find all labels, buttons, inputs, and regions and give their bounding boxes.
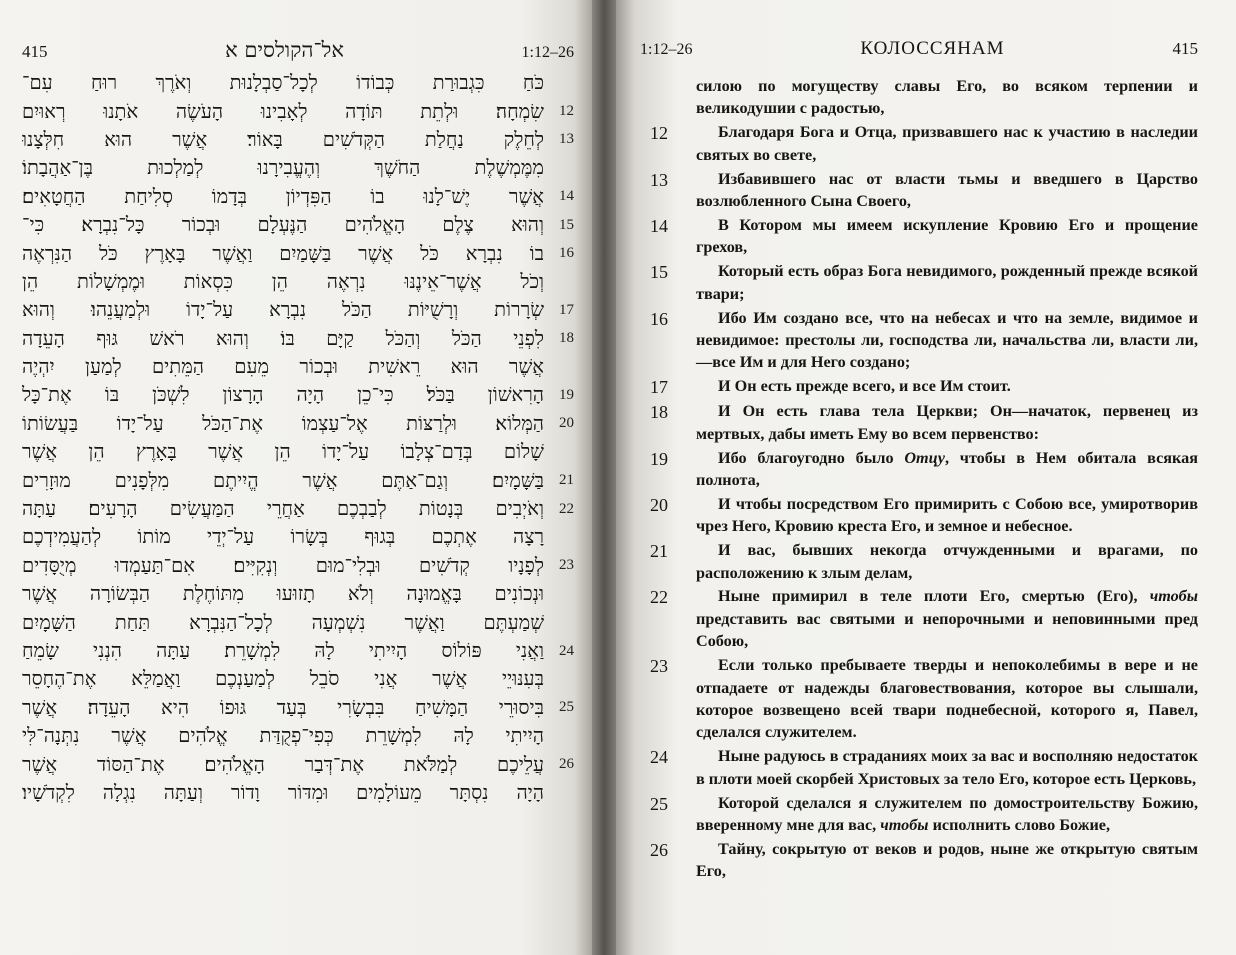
russian-verse — [640, 792, 1198, 837]
russian-verse — [640, 121, 1198, 166]
russian-verse-text: Если только пребываете тверды и непоколебимы в вере и не отпадаете от надежды благовествования, которое вы слышали, которое возвещено всей твари поднебесной, которого я, Павел, сделался служителем. — [696, 656, 1198, 742]
left-running-head — [22, 38, 574, 65]
russian-verse — [640, 838, 1198, 883]
russian-verse-text: И чтобы посредством Его примирить с Собою все, умиротворив чрез Него, Кровию креста Его, и земное и небесное. — [696, 494, 1198, 536]
right-page-number: 415 — [1172, 39, 1198, 58]
hebrew-verse-number: 20 — [559, 415, 574, 432]
hebrew-line — [22, 239, 574, 267]
russian-verse-text: Избавившего нас от власти тьмы и введшего в Царство возлюбленного Сына Своего, — [696, 169, 1198, 211]
russian-verse-text — [696, 447, 1198, 492]
hebrew-verse-number: 22 — [559, 500, 574, 517]
hebrew-verse-number: 14 — [559, 188, 574, 205]
hebrew-line-text: מִמֶּמְשֶׁלֶת הַחֹשֶׁךְ וְהֶעֱבִירָנוּ לְמַלְכוּת בֶּן־אַהֲבָתוֹ׃ — [22, 156, 544, 180]
russian-verse — [640, 585, 1198, 652]
hebrew-line-text: שִׂמְחָה׃ וּלְתֵת תּוֹדָה לְאָבִינוּ הָעֹשֶׂה אֹתָנוּ רְאוּיִם — [22, 99, 544, 123]
russian-verse — [640, 654, 1198, 744]
hebrew-line — [22, 211, 574, 239]
russian-verse-number: 22 — [650, 587, 668, 608]
left-page-title: אל־הקולסים א — [225, 38, 344, 62]
right-page-title: КОЛОССЯНАМ — [860, 38, 1005, 59]
russian-verse-text: силою по могуществу славы Его, во всяком терпении и великодушии с радостью, — [696, 77, 1198, 118]
russian-verse — [640, 745, 1198, 790]
hebrew-line — [22, 665, 574, 693]
russian-verse — [640, 493, 1198, 538]
hebrew-line-text: בִּיסוּרֵי הַמָּשִׁיחַ בִּבְשָׂרִי בְּעַד גּוּפוֹ הִיא הָעֵדָה׃ אֲשֶׁר — [22, 695, 544, 719]
russian-verse-number: 20 — [650, 494, 668, 515]
hebrew-line-text: הָיָה נִסְתָּר מֵעוֹלָמִים וּמִדּוֹר וָדוֹר וְעַתָּה נִגְלָה לִקְדֹשָׁיו׃ — [22, 780, 544, 804]
hebrew-line-text: הָיִיתִי לָהּ לִמְשָׁרֵת כְּפִי־פְקֻדַּת אֱלֹהִים אֲשֶׁר נִתְּנָה־לִּי — [22, 724, 544, 748]
russian-verse-number: 19 — [650, 448, 668, 469]
hebrew-line-text: לְפָנָיו קְדֹשִׁים וּבְלִי־מוּם וְנְקִיִּים׃ אִם־תַּעַמְדוּ מְיֻסָּדִים — [22, 553, 544, 577]
russian-verse — [640, 375, 1198, 398]
hebrew-line-text: וְכֹל אֲשֶׁר־אֵינֶנּוּ נִרְאֶה הֵן כִּסְאוֹת וּמֶמְשָׁלוֹת הֵן — [22, 269, 544, 293]
right-page-reference: 1:12–26 — [640, 41, 693, 58]
hebrew-line — [22, 438, 574, 466]
russian-verse-number: 23 — [650, 656, 668, 677]
left-page-reference: 1:12–26 — [521, 44, 574, 61]
hebrew-line — [22, 466, 574, 494]
russian-verse-number: 24 — [650, 747, 668, 768]
hebrew-verse-number: 16 — [559, 245, 574, 262]
hebrew-line-text: הַמְּלוֹא׃ וּלְרַצּוֹת אֶל־עַצְמוֹ אֶת־הַכֹּל עַל־יָדוֹ בַּעֲשׂוֹתוֹ — [22, 411, 544, 435]
hebrew-line-text: וַאֲנִי פּוֹלוֹס הָיִיתִי לָהּ לִמְשָׁרֵת׃ עַתָּה הִנְנִי שָׂמֵחַ — [22, 639, 544, 662]
hebrew-verse-number: 26 — [559, 756, 574, 773]
russian-verse-number: 14 — [650, 215, 668, 236]
hebrew-verse-number: 23 — [559, 557, 574, 574]
russian-verse — [640, 539, 1198, 584]
russian-verse-text: И Он есть прежде всего, и все Им стоит. — [718, 377, 1011, 396]
russian-verse — [640, 260, 1198, 305]
hebrew-line-text: בְּעִנּוּיֵי אֲשֶׁר אֲנִי סֹבֵל לְמַעַנְכֶם וַאֲמַלֵּא אֶת־הֶחָסֵר — [22, 667, 544, 691]
hebrew-line — [22, 750, 574, 778]
russian-verse-text: И Он есть глава тела Церкви; Он—начаток, первенец из мертвых, дабы иметь Ему во всем первенство: — [696, 402, 1198, 443]
hebrew-line-text: עֲלֵיכֶם לְמַלֹּאת אֶת־דְּבַר הָאֱלֹהִים׃ אֶת־הַסּוֹד אֲשֶׁר — [22, 752, 544, 776]
hebrew-line — [22, 495, 574, 523]
hebrew-verse-number: 13 — [559, 131, 574, 148]
russian-verse-number: 12 — [650, 123, 668, 144]
hebrew-line-text: אֲשֶׁר יֶשׁ־לָנוּ בוֹ הַפִּדְיוֹן בְּדָמוֹ סְלִיחַת הַחֲטָאִים׃ — [22, 184, 544, 208]
hebrew-line — [22, 608, 574, 636]
hebrew-line — [22, 325, 574, 353]
hebrew-text-block — [22, 69, 574, 807]
hebrew-line — [22, 779, 574, 807]
russian-verse-text: И вас, бывших некогда отчужденными и врагами, по расположению к злым делам, — [696, 541, 1198, 582]
hebrew-line — [22, 183, 574, 211]
hebrew-line-text: כֹּחַ כִּגְבוּרַת כְּבוֹדוֹ לְכָל־סַבְלָנוּת וְאֹרֶךְ רוּחַ עִם־ — [22, 71, 544, 95]
hebrew-line-text: בַּשָּׁמָיִם׃ וְגַם־אַתֶּם אֲשֶׁר הֱיִיתֶם מִלְּפָנִים מוּזָרִים — [22, 468, 544, 492]
russian-verse-text — [696, 792, 1198, 837]
russian-verse-number — [640, 75, 696, 120]
hebrew-line-text: שָׁלוֹם בְּדַם־צְלָבוֹ עַל־יָדוֹ הֵן אֲשֶׁר בָּאָרֶץ הֵן אֲשֶׁר — [22, 440, 544, 464]
hebrew-verse-number: 24 — [559, 642, 574, 659]
hebrew-verse-number: 18 — [559, 330, 574, 347]
hebrew-line — [22, 637, 574, 665]
russian-verse — [640, 214, 1198, 259]
hebrew-line-text: בוֹ נִבְרָא כֹּל אֲשֶׁר בַּשָּׁמַיִם וַאֲשֶׁר בָּאָרֶץ כֹּל הַנִּרְאֶה — [22, 241, 544, 265]
russian-verse-number: 26 — [650, 839, 668, 860]
russian-verse — [640, 307, 1198, 374]
hebrew-line — [22, 353, 574, 381]
hebrew-verse-number: 12 — [559, 103, 574, 120]
hebrew-line-text: וְאֹיְבִים בְּנָטוֹת לְבַבְכֶם אַחֲרֵי הַמַּעֲשִׂים הָרָעִים׃ עַתָּה — [22, 497, 544, 521]
russian-verse-text: Тайну, сокрытую от веков и родов, ныне же открытую святым Его, — [696, 839, 1198, 881]
hebrew-line-text: לְחֵלֶק נַחֲלַת הַקְּדֹשִׁים בָּאוֹר׃ אֲשֶׁר הוּא חִלְּצָנוּ — [22, 127, 544, 151]
russian-verse-number: 25 — [650, 793, 668, 814]
russian-verse — [640, 168, 1198, 213]
verse-text-part: Ибо благоугодно было — [718, 448, 905, 467]
hebrew-line — [22, 523, 574, 551]
hebrew-line — [22, 694, 574, 722]
russian-verse-text: В Котором мы имеем искупление Кровию Его и прощение грехов, — [696, 215, 1198, 257]
hebrew-line-text: רָצָה אֶתְכֶם בְּגוּף בְּשָׂרוֹ עַל־יְדֵי מוֹתוֹ לְהַעֲמִידְכֶם — [22, 525, 544, 549]
hebrew-line-text: וְהוּא צֶלֶם הָאֱלֹהִים הַנֶּעְלָם וּבְכוֹר כָּל־נִבְרָא׃ כִּי־ — [22, 213, 544, 237]
russian-text-block — [640, 75, 1198, 883]
hebrew-verse-number: 15 — [559, 216, 574, 233]
hebrew-line-text: לִפְנֵי הַכֹּל וְהַכֹּל קַיָּם בּוֹ׃ וְהוּא רֹאשׁ גּוּף הָעֵדָה — [22, 326, 544, 350]
hebrew-line — [22, 410, 574, 438]
verse-text-part: Которой сделался я служителем по домостроительству Божию, вверенному мне для вас, — [696, 793, 1198, 834]
hebrew-line-text: שְׁמַעְתֶּם וַאֲשֶׁר נִשְׁמְעָה לְכָל־הַנִּבְרָא תַּחַת הַשָּׁמָיִם — [22, 610, 544, 634]
hebrew-line — [22, 580, 574, 608]
russian-verse — [640, 447, 1198, 492]
russian-verse-text: Ныне радуюсь в страданиях моих за вас и восполняю недостаток в плоти моей скорбей Христовых за тело Его, которое есть Церковь, — [696, 747, 1198, 788]
hebrew-line — [22, 381, 574, 409]
hebrew-line-text: הָרִאשׁוֹן בַּכֹּל׃ כִּי־כֵן הָיָה הָרָצוֹן לִשְׁכֹּן בּוֹ אֶת־כָּל — [22, 383, 544, 407]
russian-verse-number: 18 — [650, 402, 668, 423]
hebrew-line-text: שְׂרָרוֹת וְרָשֻׁיּוֹת הַכֹּל נִבְרָא עַל־יָדוֹ וּלְמַעֲנֵהוּ׃ וְהוּא — [22, 298, 544, 322]
hebrew-verse-number: 21 — [559, 472, 574, 489]
verse-text-part: Ныне примирил в теле плоти Его, смертью (Его), — [718, 587, 1150, 606]
hebrew-line — [22, 154, 574, 182]
russian-verse-text: Который есть образ Бога невидимого, рожденный прежде всякой твари; — [696, 262, 1198, 303]
hebrew-line — [22, 722, 574, 750]
russian-verse-text — [696, 585, 1198, 652]
book-gutter — [592, 0, 616, 955]
hebrew-line-text: וּנְכוֹנִים בָּאֱמוּנָה וְלֹא תָזוּעוּ מִתּוֹחֶלֶת הַבְּשׂוֹרָה אֲשֶׁר — [22, 582, 544, 606]
right-running-head — [640, 38, 1198, 65]
hebrew-line — [22, 126, 574, 154]
hebrew-line — [22, 552, 574, 580]
russian-verse-number: 21 — [650, 541, 668, 562]
right-page-russian — [616, 0, 1236, 955]
left-page-hebrew — [0, 0, 592, 955]
russian-verse-number: 17 — [650, 377, 668, 398]
hebrew-verse-number: 25 — [559, 699, 574, 716]
russian-verse-number: 16 — [650, 308, 668, 329]
verse-italic-word: чтобы — [880, 816, 929, 834]
verse-italic-word: Отцу — [904, 448, 945, 467]
russian-verse — [640, 75, 1198, 120]
hebrew-line — [22, 69, 574, 97]
russian-verse — [640, 400, 1198, 445]
russian-verse-number: 13 — [650, 169, 668, 190]
hebrew-line — [22, 296, 574, 324]
left-page-number: 415 — [22, 42, 48, 61]
verse-text-part: исполнить слово Божие, — [928, 816, 1111, 834]
verse-italic-word: чтобы — [1149, 587, 1198, 606]
hebrew-verse-number: 17 — [559, 301, 574, 318]
verse-text-part: , чтобы в Нем обитала всякая полнота, — [696, 448, 1198, 489]
hebrew-line-text: אֲשֶׁר הוּא רֵאשִׁית וּבְכוֹר מֵעִם הַמֵּתִים לְמַעַן יִהְיֶה — [22, 355, 544, 379]
russian-verse-number: 15 — [650, 262, 668, 283]
hebrew-line — [22, 268, 574, 296]
russian-verse-text: Благодаря Бога и Отца, призвавшего нас к участию в наследии святых во свете, — [696, 123, 1198, 164]
hebrew-line — [22, 97, 574, 125]
verse-text-part: представить вас святыми и непорочными и неповинными пред Собою, — [696, 609, 1198, 651]
hebrew-verse-number: 19 — [559, 386, 574, 403]
russian-verse-text: Ибо Им создано все, что на небесах и что на земле, видимое и невидимое: престолы ли, господства ли, начальства ли, власти ли,—все Им и для Него создано; — [696, 308, 1198, 372]
